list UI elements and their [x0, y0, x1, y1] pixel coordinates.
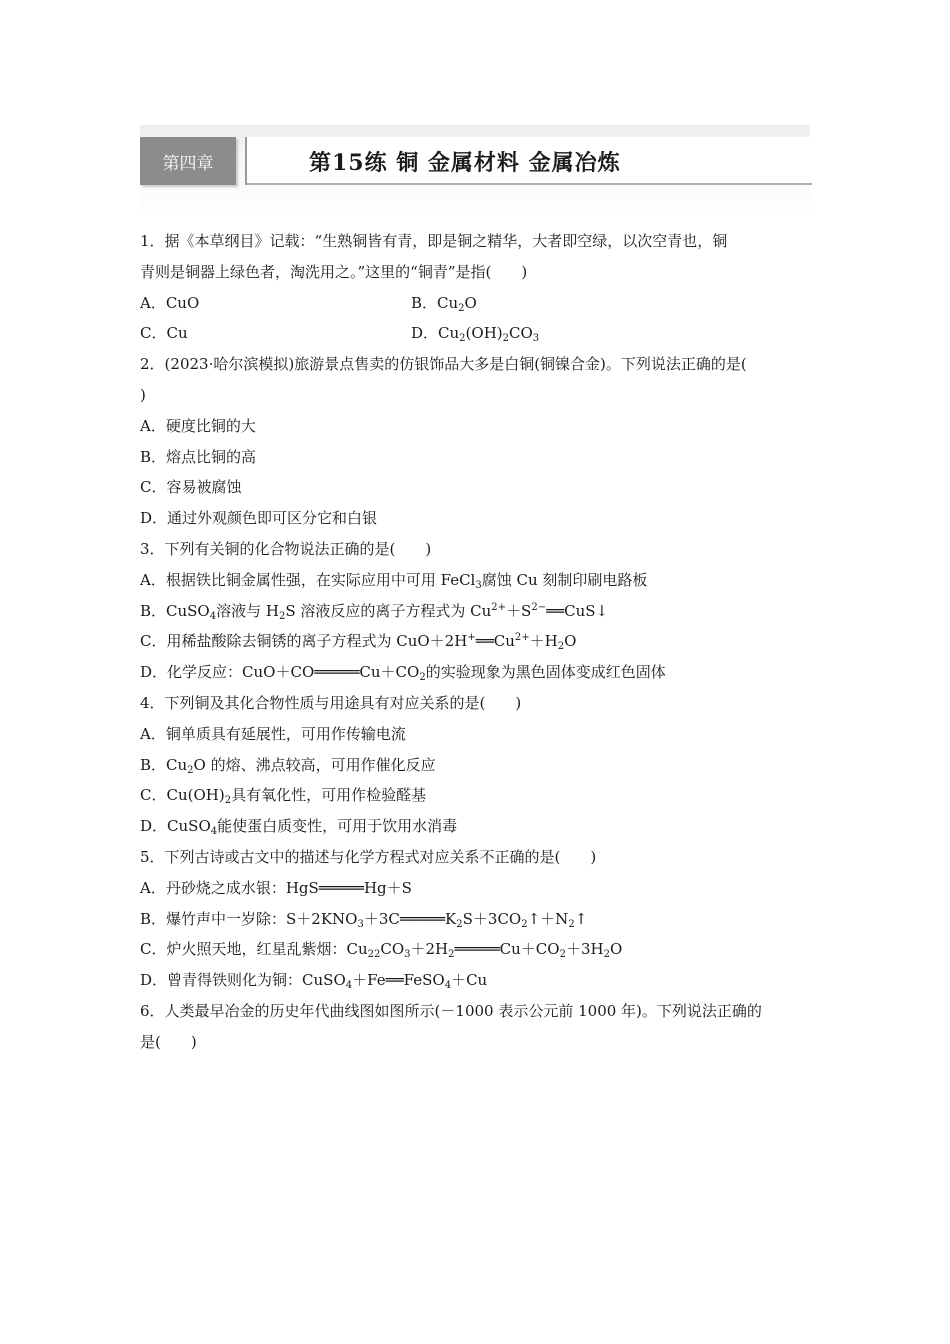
question-1-option-d: D．$Cu_2(OH)_2CO_3$	[411, 324, 540, 345]
question-2-option-c: C．容易被腐蚀	[140, 478, 242, 497]
question-2-stem-line-1: 2．(2023·哈尔滨模拟)旅游景点售卖的仿银饰品大多是白铜(铜镍合金)。下列说法正确的是(	[140, 355, 747, 374]
chapter-label: 第四章	[140, 137, 236, 185]
question-4-option-a: A．铜单质具有延展性，可用作传输电流	[140, 724, 406, 743]
question-1-stem-line-2: 青则是铜器上绿色者，淘洗用之。”这里的“铜青”是指( )	[140, 262, 528, 281]
question-1-options-row-2	[140, 318, 810, 349]
question-5-option-d: D．曾青得铁则化为铜：CuSO$_4$＋Fe══FeSO$_4$＋Cu	[140, 971, 488, 992]
question-1-option-a: A．CuO	[140, 293, 200, 312]
exercise-content	[140, 226, 810, 1058]
question-1-option-c: C．Cu	[140, 324, 188, 343]
question-3-stem: 3．下列有关铜的化合物说法正确的是( )	[140, 539, 432, 558]
question-4-stem: 4．下列铜及其化合物性质与用途具有对应关系的是( )	[140, 693, 522, 712]
question-5-option-b: B．爆竹声中一岁除：$S+2KNO_3+3C═════K_2S+3CO_2↑+N_2↑$	[140, 909, 588, 930]
question-2-option-d: D．通过外观颜色即可区分它和白银	[140, 509, 378, 528]
page-title: 第15练 铜 金属材料 金属冶炼	[309, 150, 621, 176]
chapter-header	[140, 125, 810, 220]
question-3-option-b: B．CuSO$_4$溶液与 $H_2S$ 溶液反应的离子方程式为 $Cu^{2+}+S^{2-}══CuS↓$	[140, 601, 609, 622]
question-2-option-a: A．硬度比铜的大	[140, 416, 256, 435]
question-6-stem-line-2: 是( )	[140, 1032, 197, 1051]
question-2-option-b: B．熔点比铜的高	[140, 447, 257, 466]
question-5-option-a: A．丹砂烧之成水银：HgS═════Hg＋S	[140, 878, 412, 897]
question-4-option-b: B．$Cu_2O$ 的熔、沸点较高，可用作催化反应	[140, 755, 436, 776]
question-6-stem-line-1: 6．人类最早冶金的历史年代曲线图如图所示(－1000 表示公元前 1000 年)。下列说法正确的	[140, 1001, 762, 1020]
title-panel	[245, 137, 812, 185]
question-4-option-c: C．$Cu(OH)_2$具有氧化性，可用作检验醛基	[140, 786, 427, 807]
question-1-options-row-1	[140, 288, 810, 319]
question-4-option-d: D．CuSO$_4$能使蛋白质变性，可用于饮用水消毒	[140, 817, 458, 838]
question-3-option-d: D．化学反应：$CuO+CO═════Cu+CO_2$的实验现象为黑色固体变成红色固体	[140, 663, 666, 684]
question-5-stem: 5．下列古诗或古文中的描述与化学方程式对应关系不正确的是( )	[140, 847, 597, 866]
question-3-option-a: A．根据铁比铜金属性强，在实际应用中可用 FeCl$_3$腐蚀 Cu 刻制印刷电路板	[140, 570, 648, 591]
question-1-stem-line-1: 1．据《本草纲目》记载：“生熟铜皆有青，即是铜之精华，大者即空绿，以次空青也，铜	[140, 232, 728, 250]
question-5-option-c: C．炉火照天地，红星乱紫烟：$Cu_{22}CO_3+2H_2═════Cu+CO_2+3H_2O$	[140, 940, 623, 961]
question-2-stem-line-2: )	[140, 385, 146, 404]
question-3-option-c: C．用稀盐酸除去铜锈的离子方程式为 $CuO+2H^+══Cu^{2+}+H_2O$	[140, 632, 577, 653]
question-1-option-b: B．$Cu_2O$	[411, 293, 477, 314]
